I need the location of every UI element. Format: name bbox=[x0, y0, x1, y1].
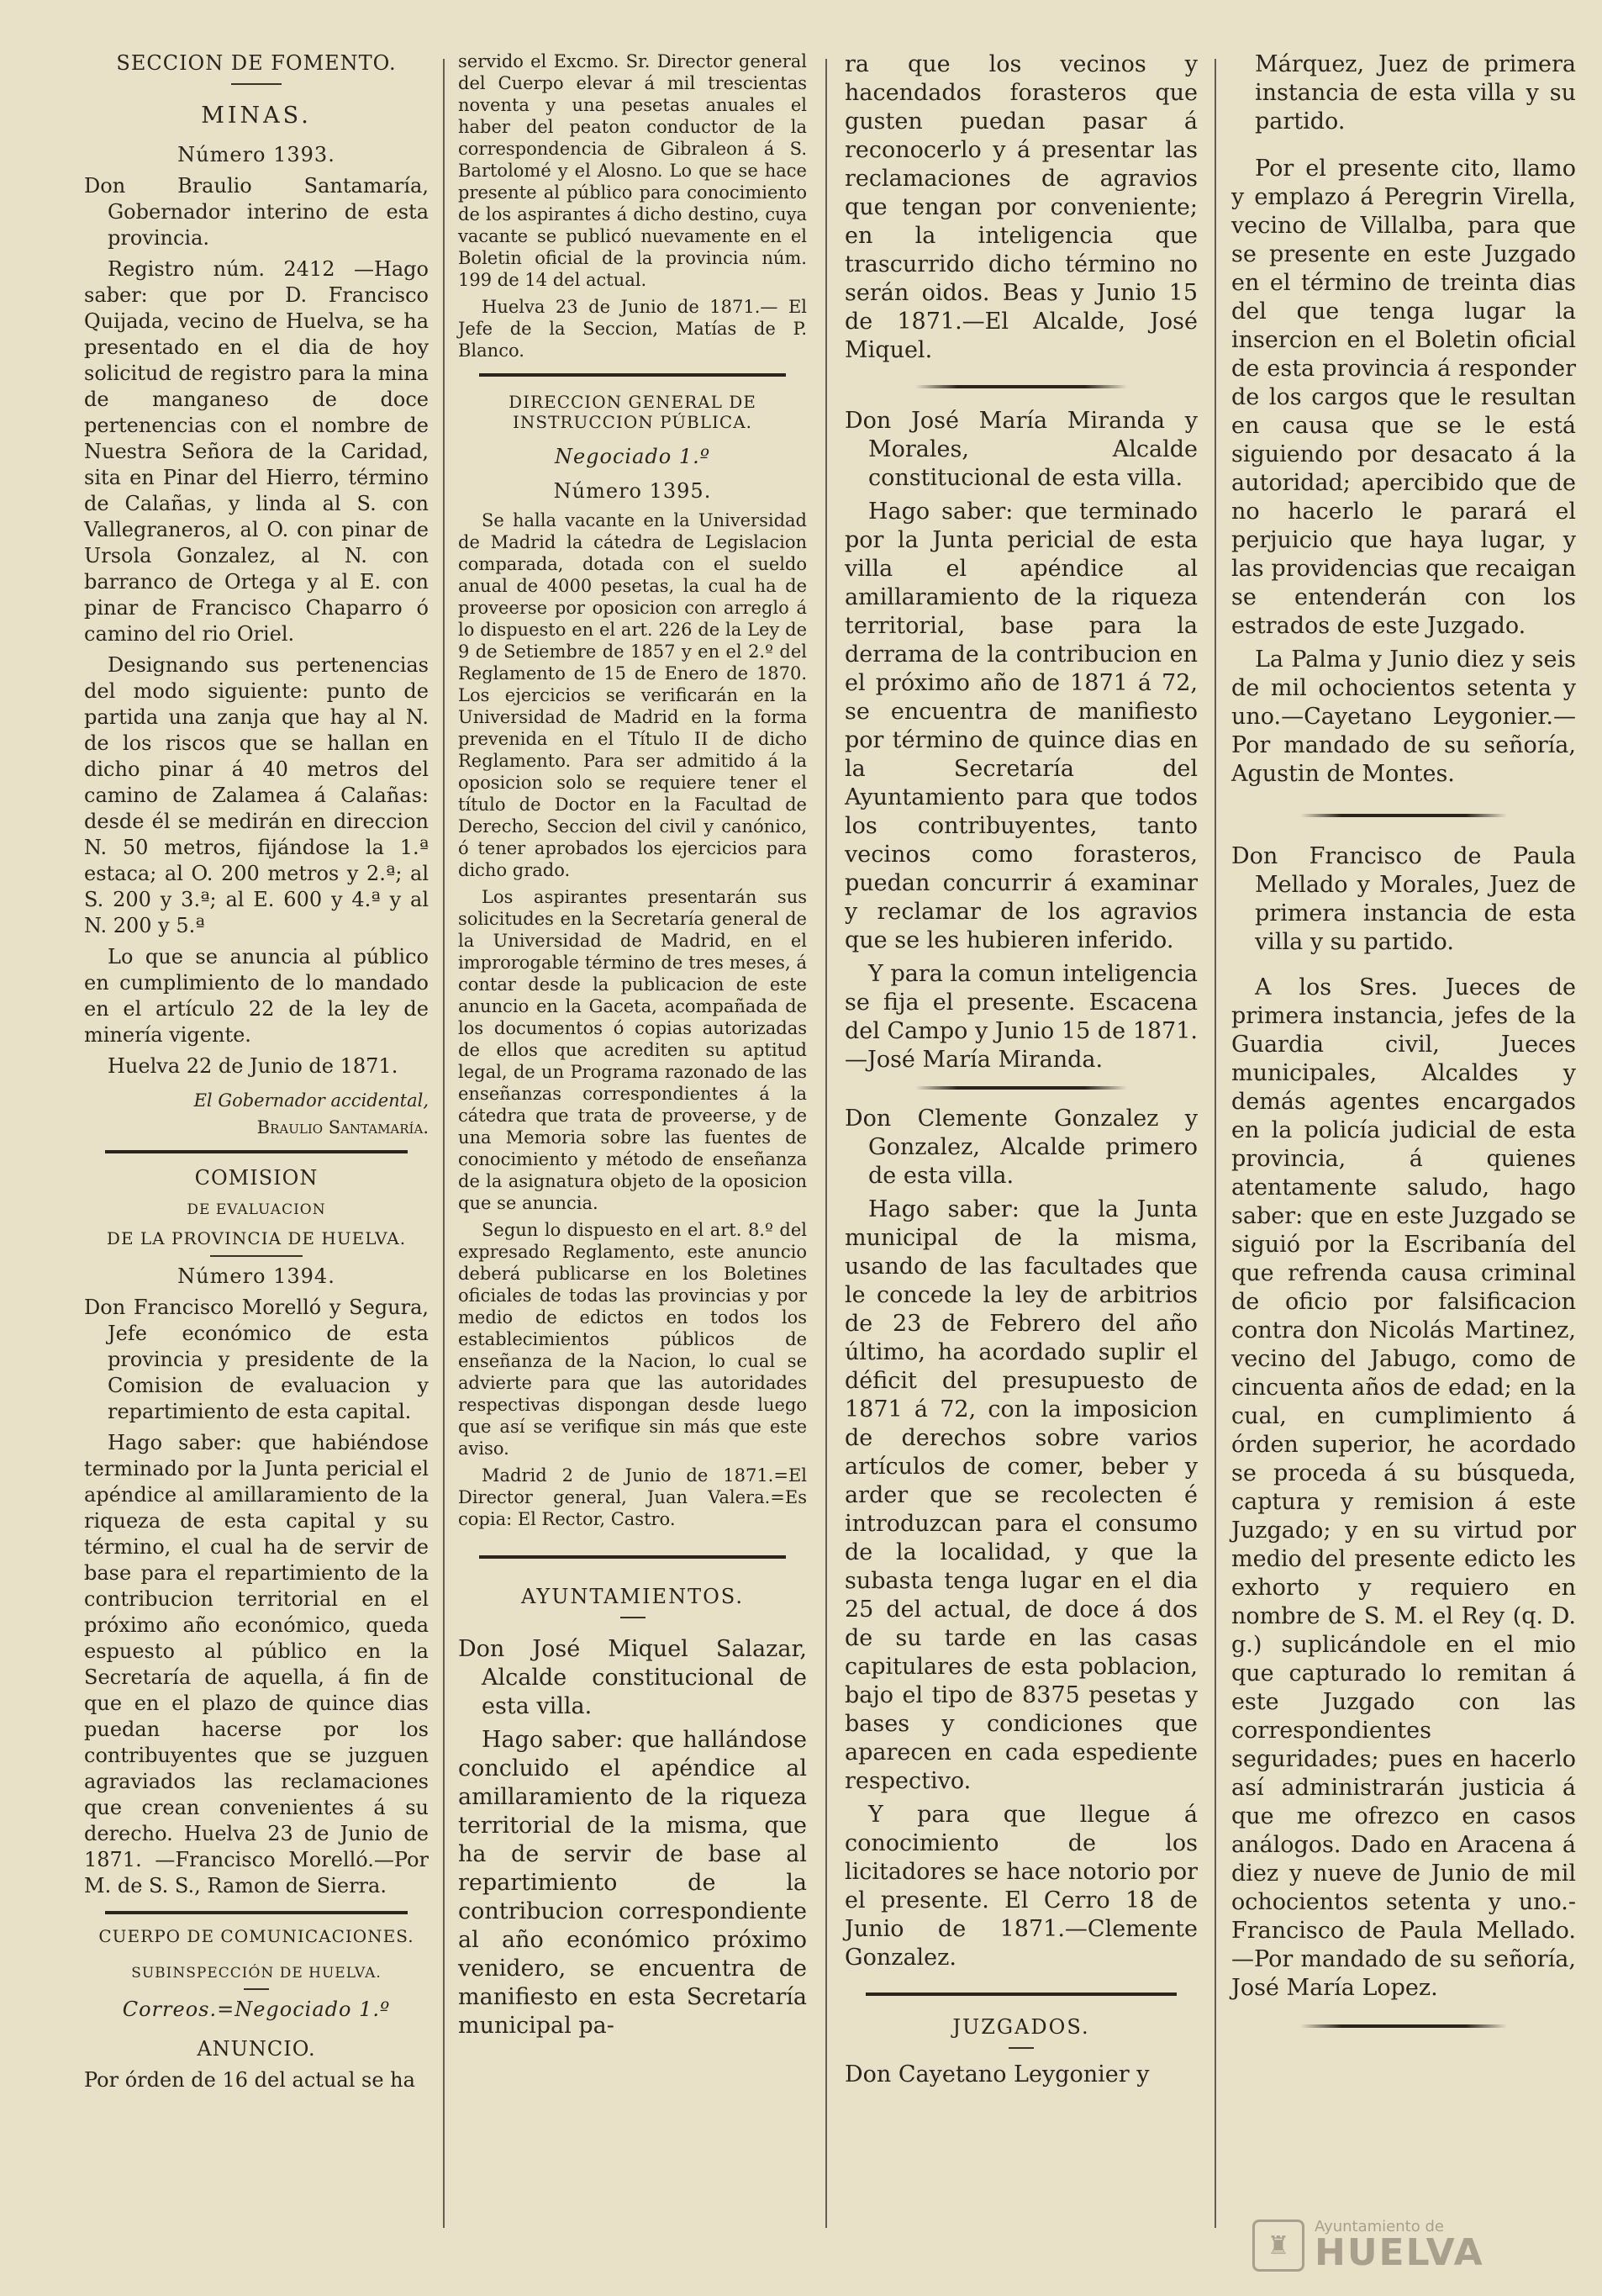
notice-issuer: Don Francisco de Paula Mellado y Morales, Juez de primera instancia de esta villa y su partido. bbox=[1231, 843, 1576, 955]
divider bbox=[231, 83, 282, 85]
signature-title: El Gobernador accidental, bbox=[193, 1090, 429, 1111]
column-2 bbox=[458, 50, 807, 2045]
divider bbox=[620, 1617, 646, 1618]
notice-issuer: Don José María Miranda y Morales, Alcalde constitucional de esta villa. bbox=[845, 408, 1198, 491]
paragraph: Y para que llegue á conocimiento de los licitadores se hace notorio por el presente. El Cerro 18 de Junio de 1871.—Clemente Gonzalez. bbox=[845, 1802, 1198, 1971]
column-3 bbox=[845, 50, 1198, 2094]
notice-number: Número 1394. bbox=[177, 1264, 335, 1288]
paragraph: Huelva 23 de Junio de 1871.— El Jefe de la Seccion, Matías de P. Blanco. bbox=[458, 297, 807, 361]
paragraph: Madrid 2 de Junio de 1871.=El Director general, Juan Valera.=Es copia: El Rector, Castro. bbox=[458, 1465, 807, 1529]
divider bbox=[1300, 2024, 1507, 2028]
notice-issuer: Don José Miquel Salazar, Alcalde constitucional de esta villa. bbox=[458, 1636, 807, 1719]
notice-number: Número 1395. bbox=[553, 479, 712, 503]
divider bbox=[866, 1993, 1177, 1996]
notice-issuer: Don Clemente Gonzalez y Gonzalez, Alcalde primero de esta villa. bbox=[845, 1106, 1198, 1189]
paragraph: Registro núm. 2412 —Hago saber: que por D. Francisco Quijada, vecino de Huelva, se ha presentado en el dia de hoy solicitud de registro para la mina de manganeso de doce pertenencias con el nombre de Nuestra Señora de la Caridad, sita en Pinar del Hierro, término de Calañas, y linda al S. con Vallegraneros, al O. con pinar de Ursola Gonzalez, al N. con barranco de Ortega y al E. con pinar de Francisco Chaparro ó camino del rio Oriel. bbox=[84, 257, 429, 646]
watermark-title: HUELVA bbox=[1315, 2231, 1484, 2274]
divider bbox=[479, 1555, 786, 1559]
divider bbox=[1009, 2047, 1034, 2049]
section-subheading: SUBINSPECCIÓN DE HUELVA. bbox=[131, 1965, 382, 1982]
paragraph: Los aspirantes presentarán sus solicitudes en la Secretaría general de la Universidad de Madrid, en el improrogable término de tres meses, á contar desde la publicacion de este anuncio en la Gaceta, acompañada de los documentos ó copias autorizadas de ellos que acrediten su aptitud legal, de un Programa razonado de las enseñanzas correspondientes á la cátedra que trata de proveerse, y de una Memoria sobre las fuentes de conocimiento y método de enseñanza de la asignatura objeto de la oposicion que se anuncia. bbox=[458, 887, 807, 1213]
section-subheading: DE LA PROVINCIA DE HUELVA. bbox=[106, 1228, 407, 1248]
divider bbox=[105, 1911, 408, 1914]
paragraph: Y para la comun inteligencia se fija el presente. Escacena del Campo y Junio 15 de 1871.—José María Miranda. bbox=[845, 961, 1198, 1073]
divider bbox=[479, 373, 786, 377]
paragraph: Hago saber: que la Junta municipal de la misma, usando de las facultades que le concede la ley de arbitrios de 23 de Febrero del año último, ha acordado suplir el déficit del presupuesto de 1871 á 72, con la imposicion de derechos sobre varios artículos de comer, beber y arder que se recolecten é introduzcan para el consumo de la localidad, y que la subasta tenga lugar en el dia 25 del actual, de doce á dos de su tarde en las casas capitulares de esta poblacion, bajo el tipo de 8375 pesetas y bases y condiciones que aparecen en cada espediente respectivo. bbox=[845, 1196, 1198, 1794]
notice-number: Número 1393. bbox=[177, 143, 335, 166]
paragraph: servido el Excmo. Sr. Director general del Cuerpo elevar á mil trescientas noventa y una pesetas anuales el haber del peaton conductor de la correspondencia de Gibraleon á S. Bartolomé y el Alosno. Lo que se hace presente al público para conocimiento de los aspirantes á dicho destino, cuya vacante se publicó nuevamente en el Boletin oficial de la provincia núm. 199 de 14 del actual. bbox=[458, 51, 807, 290]
paragraph: ra que los vecinos y hacendados forasteros que gusten puedan pasar á reconocerlo y á presentar las reclamaciones de agravios que tengan por conveniente; en la inteligencia que trascurrido dicho término no serán oidos. Beas y Junio 15 de 1871.—El Alcalde, José Miquel. bbox=[845, 51, 1198, 363]
paragraph: Por órden de 16 del actual se ha bbox=[84, 2068, 415, 2092]
date-line: Huelva 22 de Junio de 1871. bbox=[108, 1054, 398, 1078]
paragraph: Hago saber: que hallándose concluido el apéndice al amillaramiento de la riqueza territorial de la misma, que ha de servir de base al repartimiento de la contribucion correspondiente al año económico próximo venidero, se encuentra de manifiesto en esta Secretaría municipal pa- bbox=[458, 1727, 807, 2039]
notice-issuer: Don Cayetano Leygonier y bbox=[845, 2061, 1150, 2088]
section-heading: SECCION DE FOMENTO. bbox=[116, 51, 397, 75]
section-heading: JUZGADOS. bbox=[952, 2015, 1090, 2039]
archive-watermark bbox=[1252, 2219, 1484, 2272]
section-heading: AYUNTAMIENTOS. bbox=[521, 1585, 744, 1608]
paragraph: Se halla vacante en la Universidad de Madrid la cátedra de Legislacion comparada, dotada con el sueldo anual de 4000 pesetas, la cual ha de proveerse por oposicion con arreglo á lo dispuesto en el art. 226 de la Ley de 9 de Setiembre de 1857 y en el 2.º del Reglamento de 15 de Enero de 1870. Los ejercicios se verificarán en la Universidad de Madrid en la forma prevenida en el Título II de dicho Reglamento. Para ser admitido á la oposicion solo se requiere tener el título de Doctor en la Facultad de Derecho, Seccion del civil y canónico, ó tener aprobados los ejercicios para dicho grado. bbox=[458, 510, 807, 880]
divider bbox=[915, 385, 1127, 388]
column-4 bbox=[1231, 50, 1576, 2040]
negociado-line: Correos.=Negociado 1.º bbox=[122, 1998, 391, 2021]
paragraph: Designando sus pertenencias del modo siguiente: punto de partida una zanja que hay al N. de los riscos que se hallan en dicho pinar á 40 metros del camino de Zalamea á Calañas: desde él se medirán en direccion N. 50 metros, fijándose la 1.ª estaca; al O. 200 metros y 2.ª; al S. 200 y 3.ª; al E. 600 y 4.ª y al N. 200 y 5.ª bbox=[84, 653, 429, 937]
paragraph: Hago saber: que habiéndose terminado por la Junta pericial el apéndice al amillaramiento de la riqueza de esta capital y su término, el cual ha de servir de base para el repartimiento de la contribucion territorial en el próximo año económico, queda espuesto al público en la Secretaría de aquella, á fin de que en el plazo de quince dias puedan hacerse por los contribuyentes que se juzguen agraviados las reclamaciones que crean convenientes á su derecho. Huelva 23 de Junio de 1871. —Francisco Morelló.—Por M. de S. S., Ramon de Sierra. bbox=[84, 1431, 429, 1897]
paragraph: Márquez, Juez de primera instancia de esta villa y su partido. bbox=[1255, 51, 1576, 135]
signature-name: Braulio Santamaría. bbox=[256, 1117, 429, 1137]
section-heading: DIRECCION GENERAL DE INSTRUCCION PÚBLICA. bbox=[509, 392, 756, 432]
divider bbox=[915, 1086, 1127, 1090]
section-subheading: DE EVALUACION bbox=[187, 1201, 326, 1218]
section-heading: CUERPO DE COMUNICACIONES. bbox=[98, 1926, 414, 1946]
divider bbox=[210, 1255, 303, 1257]
paragraph: Lo que se anuncia al público en cumplimiento de lo mandado en el artículo 22 de la ley de minería vigente. bbox=[84, 945, 429, 1047]
notice-issuer: Don Francisco Morelló y Segura, Jefe económico de esta provincia y presidente de la Comision de evaluacion y repartimiento de esta capital. bbox=[84, 1296, 429, 1423]
subsection-heading: MINAS. bbox=[201, 103, 312, 129]
anuncio-heading: ANUNCIO. bbox=[197, 2037, 316, 2061]
divider bbox=[105, 1150, 408, 1153]
divider bbox=[244, 1988, 269, 1990]
paragraph: Por el presente cito, llamo y emplazo á Peregrin Virella, vecino de Villalba, para que se presente en este Juzgado en el término de treinta dias del que tenga lugar la insercion en el Boletin oficial de esta provincia á responder de los cargos que le resultan en causa que se le está siguiendo por desacato á la autoridad; apercibido que de no hacerlo le parará el perjuicio que haya lugar, y las providencias que recaigan se entenderán con los estrados de este Juzgado. bbox=[1231, 156, 1576, 639]
section-heading: COMISION bbox=[194, 1166, 319, 1190]
negociado-line: Negociado 1.º bbox=[554, 445, 711, 468]
column-1 bbox=[84, 50, 429, 2098]
paragraph: La Palma y Junio diez y seis de mil ochocientos setenta y uno.—Cayetano Leygonier.—Por mandado de su señoría, Agustin de Montes. bbox=[1231, 647, 1576, 787]
column-rule bbox=[825, 59, 827, 2228]
divider bbox=[1300, 814, 1507, 817]
crest-icon: ♜ bbox=[1252, 2219, 1304, 2272]
watermark-line: Ayuntamiento de bbox=[1315, 2218, 1444, 2235]
paragraph: Segun lo dispuesto en el art. 8.º del expresado Reglamento, este anuncio deberá publicarse en los Boletines oficiales de todas las provincias y por medio de edictos en todos los establecimientos públicos de enseñanza de la Nacion, lo cual se advierte para que las autoridades respectivas dispongan desde luego que así se verifique sin más que este aviso. bbox=[458, 1220, 807, 1459]
notice-issuer: Don Braulio Santamaría, Gobernador interino de esta provincia. bbox=[84, 174, 429, 250]
column-rule bbox=[1215, 59, 1216, 2228]
paragraph: A los Sres. Jueces de primera instancia, jefes de la Guardia civil, Jueces municipales, Alcaldes y demás agentes encargados en la policía judicial de esta provincia, á quienes atentamente saludo, hago saber: que en este Juzgado se siguió por la Escribanía del que refrenda causa criminal de oficio por falsificacion contra don Nicolás Martinez, vecino del Jabugo, como de cincuenta años de edad; en la cual, en cumplimiento á órden superior, he acordado se proceda á su búsqueda, captura y remision á este Juzgado; y en su virtud por medio del presente edicto les exhorto y requiero en nombre de S. M. el Rey (q. D. g.) suplicándole en el mio que capturado lo remitan á este Juzgado con las correspondientes seguridades; pues en hacerlo así administrarán justicia á que me ofrezco en casos análogos. Dado en Aracena á diez y nueve de Junio de mil ochocientos setenta y uno.-Francisco de Paula Mellado.—Por mandado de su señoría, José María Lopez. bbox=[1231, 974, 1576, 2001]
column-rule bbox=[443, 59, 445, 2228]
paragraph: Hago saber: que terminado por la Junta pericial de esta villa el apéndice al amillaramiento de la riqueza territorial, base para la derrama de la contribucion en el próximo año de 1871 á 72, se encuentra de manifiesto por término de quince dias en la Secretaría del Ayuntamiento para que todos los contribuyentes, tanto vecinos como forasteros, puedan concurrir á examinar y reclamar de los agravios que se les hubieren inferido. bbox=[845, 499, 1198, 953]
